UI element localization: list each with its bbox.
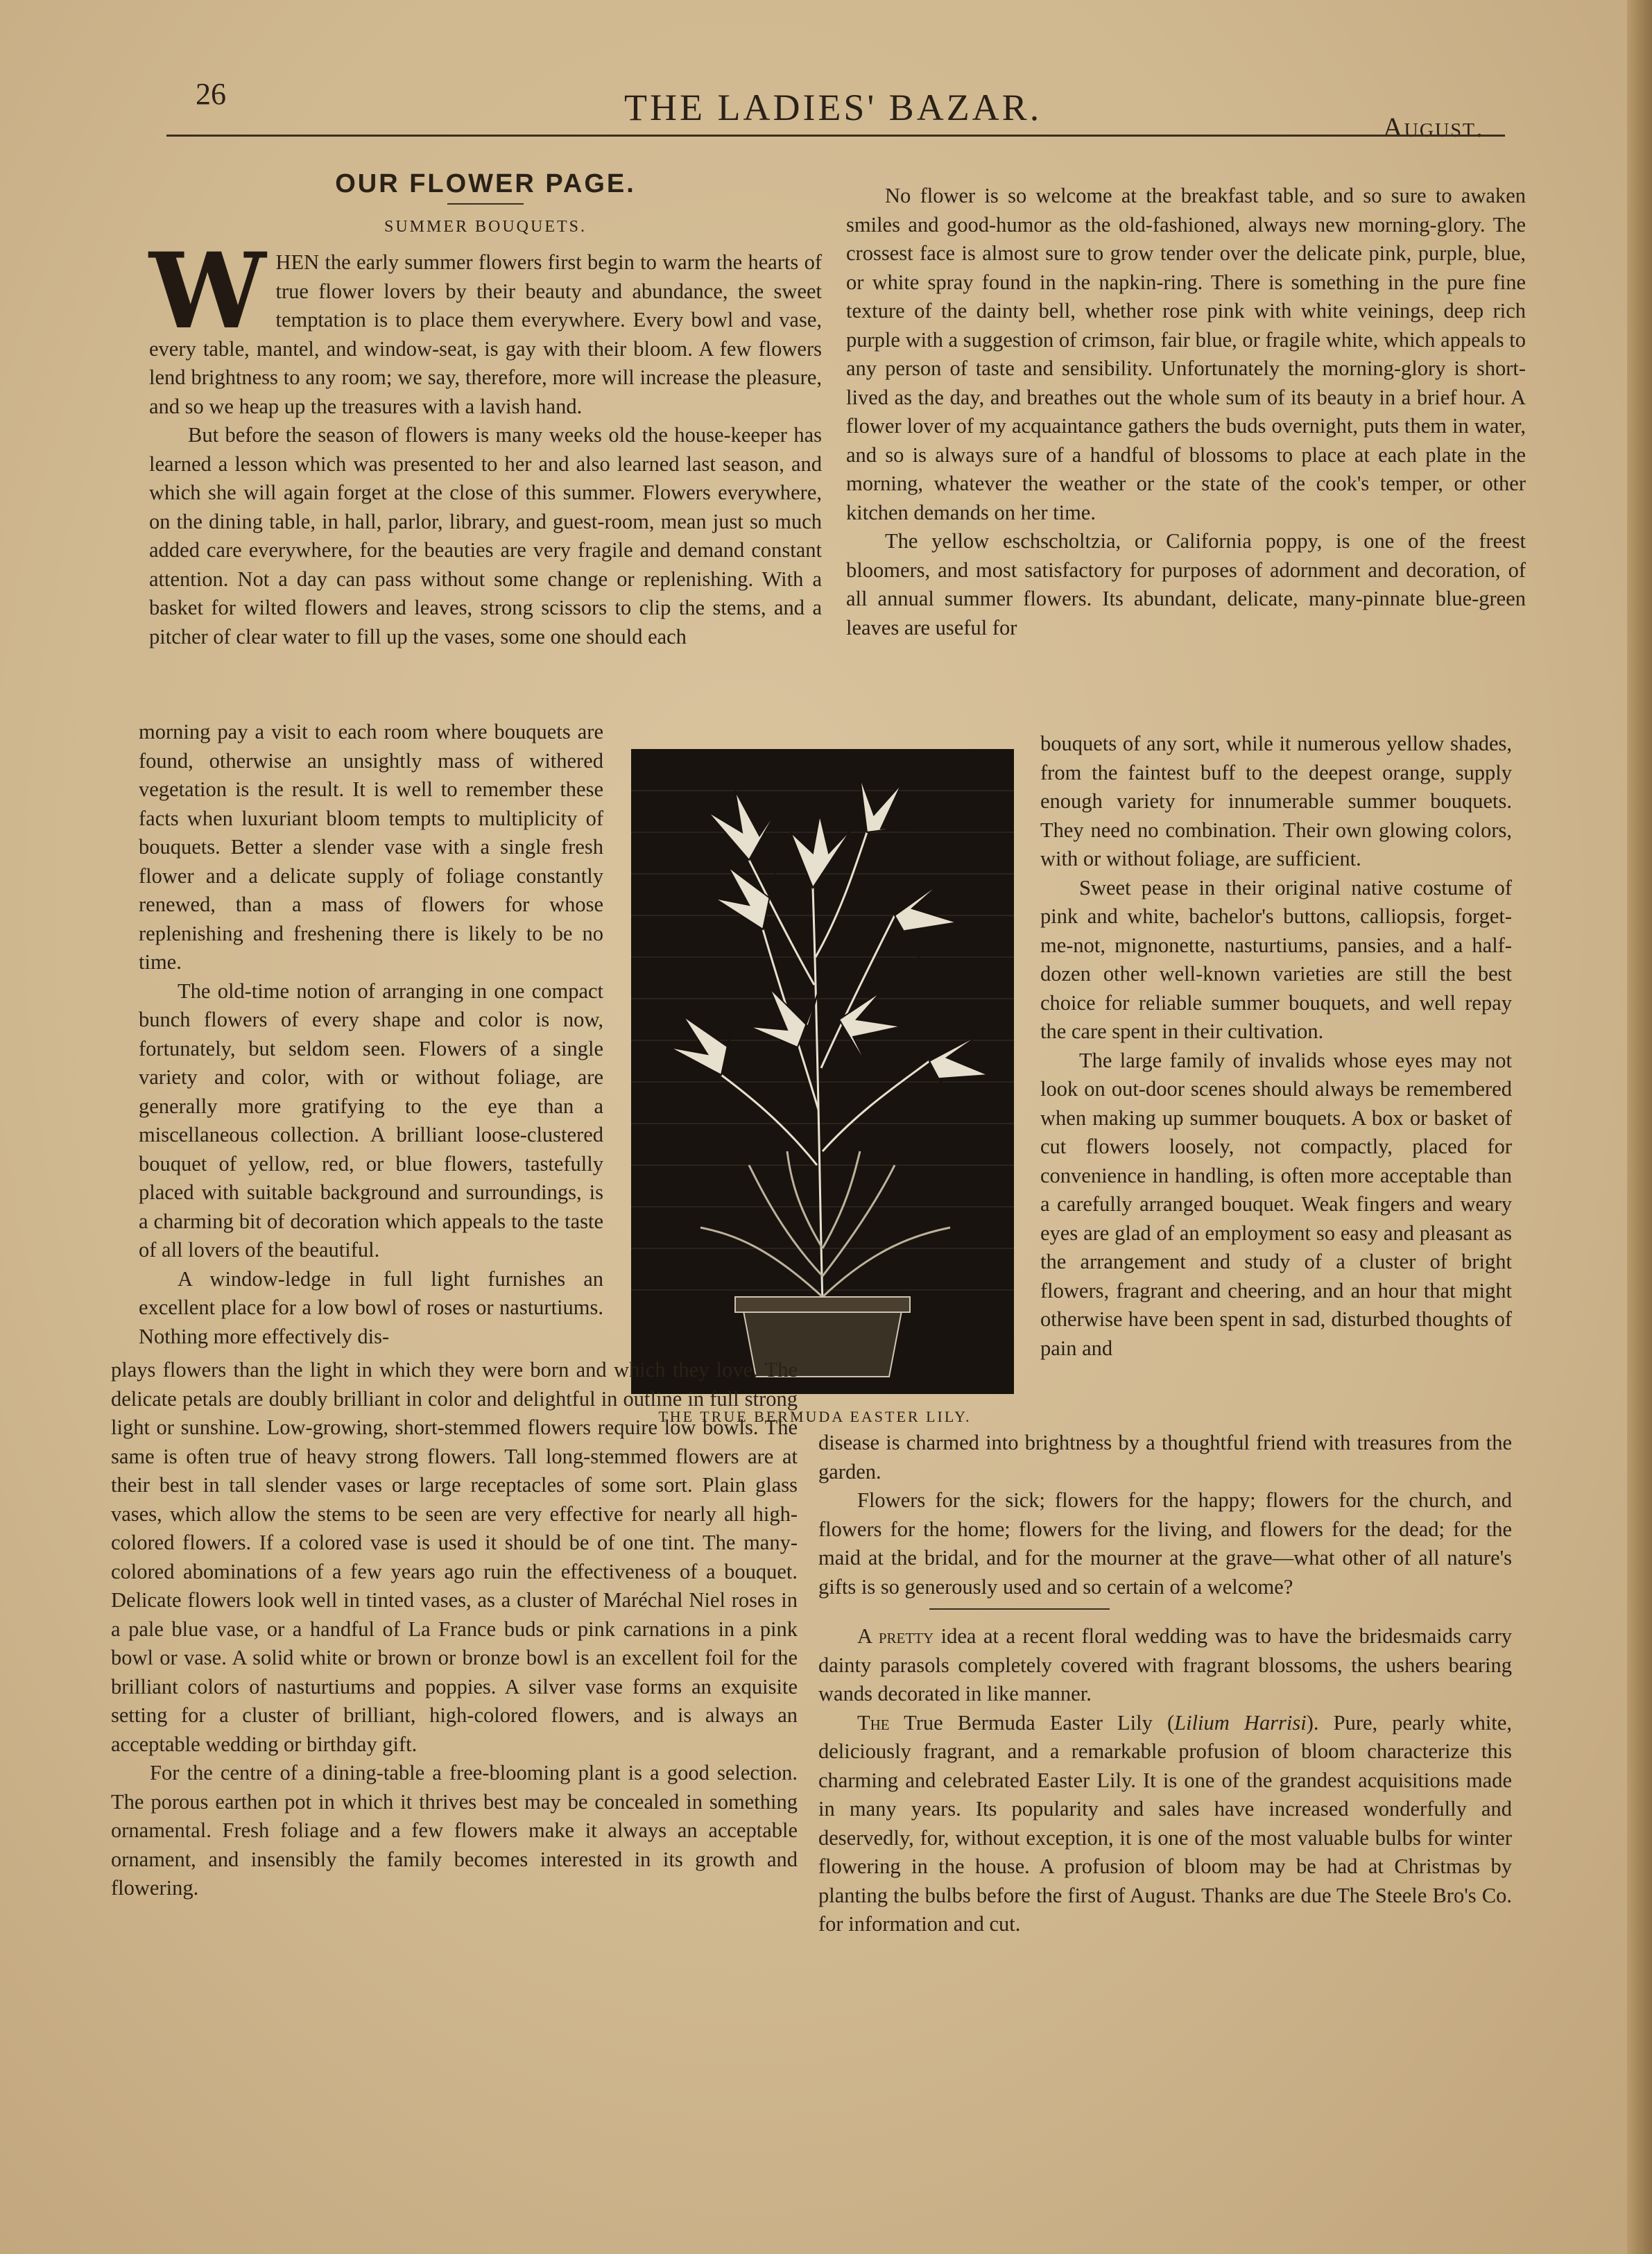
- header-rule: [166, 135, 1505, 137]
- paragraph: The large family of invalids whose eyes may not look on out-door scenes should always be remembered when making up summer bouquets. A box or basket of cut flowers loosely, not compactly, placed for convenience in handling, is often more acceptable than a carefully arranged bouquet. Weak fingers and weary eyes are glad of an employment so easy and pleasant as the arrangement and study of a cluster of bright flowers, fragrant and cheering, and an hour that might otherwise have been spent in sad, disturbed thoughts of pain and: [1040, 1048, 1512, 1360]
- right-column-top: [846, 182, 1526, 642]
- paragraph-text: True Bermuda Easter Lily (: [889, 1710, 1175, 1735]
- page-edge: [1627, 0, 1652, 2254]
- paragraph: [149, 230, 822, 421]
- article-subhead: SUMMER BOUQUETS.: [384, 217, 587, 236]
- lily-engraving-svg: [631, 749, 1014, 1394]
- botanical-name: Lilium Harrisi: [1174, 1710, 1307, 1735]
- paragraph: A window-ledge in full light furnishes an excellent place for a low bowl of roses or nasturtiums. Nothing more effectively dis-: [139, 1266, 603, 1348]
- paragraph: The old-time notion of arranging in one compact bunch flowers of every shape and color is now, fortunately, but seldom seen. Flowers of a single variety and color, with or without foliage, are generally more gratifying to the eye than a miscellaneous collection. A brilliant loose-clustered bouquet of yellow, red, or blue flowers, tastefully placed with suitable background and surroundings, is a charming bit of decoration which appeals to the taste of all lovers of the beautiful.: [139, 979, 603, 1262]
- paragraph: plays flowers than the light in which they were born and which they love. The delicate petals are doubly brilliant in color and delightful in outline in full strong light or sunshine. Low-growing, short-stemmed flowers require low bowls. The same is often true of heavy strong flowers. Tall long-stemmed flowers are at their best in tall slender vases or large receptacles of some sort. Plain glass vases, which allow the stems to be seen are very effective for nearly all high-colored flowers. If a colored vase is used it should be of one tint. The many-colored abominations of a few years ago ruin the effectiveness of a bouquet. Delicate flowers look well in tinted vases, as a cluster of Maréchal Niel roses in a pale blue vase, or a handful of La France buds or pink carnations in a pink bowl or vase. A solid white or brown or bronze bowl is an excellent foil for the brilliant colors of nasturtiums and poppies. A silver vase forms an exquisite setting for a cluster of brilliant, high-colored flowers, and is always an acceptable wedding or birthday gift.: [111, 1358, 798, 1756]
- left-column-bottom: [111, 1356, 798, 1903]
- left-column-middle: [139, 718, 603, 1351]
- paragraph: [818, 1709, 1512, 1939]
- left-column-top: [149, 170, 822, 651]
- figure-caption: THE TRUE BERMUDA EASTER LILY.: [658, 1408, 972, 1425]
- paragraph: But before the season of flowers is many weeks old the house-keeper has learned a lesson which was presented to her and also learned last season, and which she will again forget at the close of this summer. Flowers everywhere, on the dining table, in hall, parlor, library, and guest-room, mean just so much added care everywhere, for the beauties are very fragile and demand constant attention. Not a day can pass without some change or replenishing. With a basket for wilted flowers and leaves, strong scissors to clip the stems, and a pitcher of clear water to fill up the vases, some one should each: [149, 423, 822, 648]
- paragraph-text: HEN the early summer flowers first begin to warm the hearts of true flower lovers by their beauty and abundance, the sweet temptation is to place them everywhere. Every bowl and vase, every table, mantel, and window-seat, is gay with their bloom. A few flowers lend brightness to any room; we say, therefore, more will increase the pleasure, and so we heap up the treasures with a lavish hand.: [149, 250, 822, 418]
- paragraph-text: ). Pure, pearly white, deliciously fragrant, and a remarkable profusion of bloom characterize this charming and celebrated Easter Lily. It is one of the grandest acquisitions made in many years. Its popularity and sales have increased wonderfully and deservedly, for, without exception, it is one of the most valuable bulbs for winter flowering in the house. A profusion of bloom may be had at Christmas by planting the bulbs before the first of August. Thanks are due The Steele Bro's Co. for information and cut.: [818, 1710, 1512, 1936]
- lead-in-text: The: [857, 1710, 890, 1735]
- paragraph: Flowers for the sick; flowers for the happy; flowers for the church, and flowers for the home; flowers for the living, and flowers for the dead; for the maid at the bridal, and for the mourner at the grave—what other of all nature's gifts is so generously used and so certain of a welcome?: [818, 1488, 1512, 1599]
- issue-month: August.: [1382, 112, 1484, 143]
- title-rule: [447, 203, 524, 205]
- paragraph: bouquets of any sort, while it numerous yellow shades, from the faintest buff to the deepest orange, supply enough variety for innumerable summer bouquets. They need no combination. Their own glowing colors, with or without foliage, are sufficient.: [1040, 732, 1512, 870]
- drop-cap: W: [149, 230, 266, 352]
- lead-in-text: A pretty: [857, 1624, 934, 1648]
- page-header: [166, 76, 1505, 143]
- paragraph: disease is charmed into brightness by a thoughtful friend with treasures from the garden.: [818, 1431, 1512, 1483]
- paragraph: For the centre of a dining-table a free-blooming plant is a good selection. The porous earthen pot in which it thrives best may be concealed in something ornamental. Fresh foliage and a few flowers make it always an acceptable ornament, and insensibly the family becomes interested in its growth and flowering.: [111, 1761, 798, 1900]
- lily-engraving-image: [631, 749, 1014, 1394]
- paragraph: No flower is so welcome at the breakfast table, and so sure to awaken smiles and good-humor as the old-fashioned, always new morning-glory. The crossest face is almost sure to grow tender over the delicate pink, purple, blue, or white spray found in the napkin-ring. There is something in the pure fine texture of the dainty bell, whether rose pink with white veinings, deep rich purple with a suggestion of crimson, fair blue, or fragile white, which appeals to any person of taste and sensibility. Unfortunately the morning-glory is short-lived as the day, and breathes out the whole sum of its beauty in a brief hour. A flower lover of my acquaintance gathers the buds overnight, puts them in water, and so is always sure of a handful of blossoms to place at each plate in the morning, whatever the weather or the state of the cook's temper, or other kitchen demands on her time.: [846, 184, 1526, 524]
- easter-lily-illustration: [631, 749, 1026, 1401]
- paragraph: The yellow eschscholtzia, or California poppy, is one of the freest bloomers, and most satisfactory for purposes of adornment and decoration, of all annual summer flowers. Its abundant, delicate, many-pinnate blue-green leaves are useful for: [846, 529, 1526, 639]
- separator-rule: [929, 1608, 1110, 1610]
- paragraph: [818, 1622, 1512, 1709]
- page-number: 26: [196, 77, 226, 111]
- paragraph: morning pay a visit to each room where bouquets are found, otherwise an unsightly mass of withered vegetation is the result. It is well to remember these facts when luxuriant bloom tempts to multiplicity of bouquets. Better a slender vase with a single fresh flower and a delicate supply of foliage constantly renewed, than a mass of flowers for whose replenishing and freshening there is likely to be no time.: [139, 720, 603, 974]
- paragraph-text: idea at a recent floral wedding was to have the bridesmaids carry dainty parasols completely covered with fragrant blossoms, the ushers bearing wands decorated in like manner.: [818, 1624, 1512, 1705]
- right-column-middle: [1040, 730, 1512, 1363]
- paragraph: Sweet pease in their original native costume of pink and white, bachelor's buttons, calliopsis, forget-me-not, mignonette, nasturtiums, pansies, and a half-dozen other well-known varieties are still the best choice for reliable summer bouquets, and well repay the care spent in their cultivation.: [1040, 875, 1512, 1043]
- right-column-bottom: [818, 1429, 1512, 1939]
- journal-title: THE LADIES' BAZAR.: [624, 87, 1042, 128]
- section-title: OUR FLOWER PAGE.: [335, 169, 636, 198]
